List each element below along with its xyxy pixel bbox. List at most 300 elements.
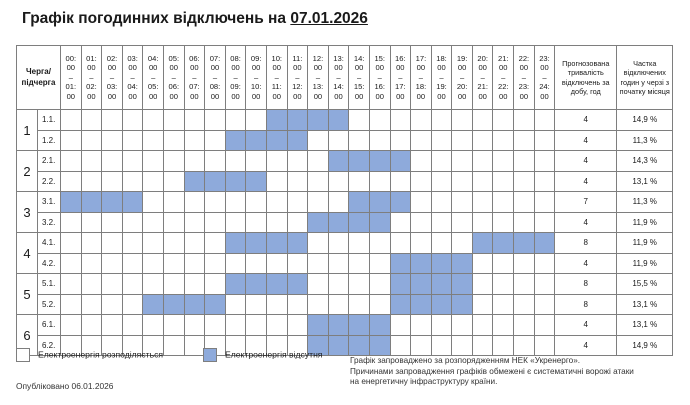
power-cell — [266, 212, 287, 233]
power-cell — [163, 151, 184, 172]
power-cell — [163, 110, 184, 131]
outage-cell — [266, 130, 287, 151]
power-cell — [81, 212, 102, 233]
hour-header-part: 00 — [87, 91, 96, 101]
power-cell — [143, 233, 164, 254]
note-line-1: Графік запроваджено за розпорядженням НЕК «Укренерго». — [350, 356, 581, 365]
outage-cell — [452, 274, 473, 295]
outage-cell — [472, 233, 493, 254]
power-cell — [102, 212, 123, 233]
power-cell — [184, 151, 205, 172]
power-cell — [81, 151, 102, 172]
power-cell — [411, 151, 432, 172]
queue-label: 2 — [17, 151, 38, 192]
power-cell — [246, 315, 267, 336]
power-cell — [411, 130, 432, 151]
outage-cell — [225, 274, 246, 295]
legend-off-swatch — [203, 348, 217, 362]
hour-header-part: 07: — [209, 53, 221, 63]
outage-cell — [431, 294, 452, 315]
hour-header-part: 00 — [457, 63, 467, 73]
power-cell — [81, 233, 102, 254]
power-cell — [493, 151, 514, 172]
power-cell — [61, 212, 82, 233]
outage-cell — [349, 192, 370, 213]
power-cell — [287, 294, 308, 315]
queue-label: 3 — [17, 192, 38, 233]
power-cell — [514, 110, 535, 131]
power-cell — [246, 110, 267, 131]
power-cell — [431, 171, 452, 192]
hour-header-part: 00 — [396, 63, 405, 73]
power-cell — [102, 171, 123, 192]
power-cell — [122, 151, 143, 172]
power-cell — [102, 253, 123, 274]
power-cell — [102, 110, 123, 131]
subqueue-label: 5.1. — [38, 274, 61, 295]
hour-header-part: 18: — [415, 82, 427, 92]
share-cell: 13,1 % — [617, 315, 673, 336]
power-cell — [61, 315, 82, 336]
hour-header — [308, 46, 329, 110]
power-cell — [81, 315, 102, 336]
hour-header — [452, 46, 473, 110]
hour-header-part: 00 — [107, 91, 117, 101]
power-cell — [122, 253, 143, 274]
power-cell — [61, 151, 82, 172]
hour-header-part: 10: — [271, 53, 283, 63]
power-cell — [143, 192, 164, 213]
outage-cell — [308, 110, 329, 131]
table-row — [17, 130, 673, 151]
power-cell — [431, 130, 452, 151]
power-cell — [61, 294, 82, 315]
hour-header-part: – — [233, 72, 238, 82]
hour-header-part: – — [418, 72, 424, 82]
power-cell — [390, 335, 411, 356]
power-cell — [390, 212, 411, 233]
power-cell — [493, 335, 514, 356]
outage-cell — [266, 274, 287, 295]
outage-cell — [328, 110, 349, 131]
subqueue-label: 3.2. — [38, 212, 61, 233]
power-cell — [122, 171, 143, 192]
hour-header-part: – — [336, 72, 341, 82]
power-cell — [122, 294, 143, 315]
power-cell — [328, 171, 349, 192]
power-cell — [493, 294, 514, 315]
hour-header — [143, 46, 164, 110]
hour-header-part: 01: — [86, 53, 97, 63]
outage-cell — [328, 335, 349, 356]
hour-header-part: – — [542, 72, 547, 82]
power-cell — [122, 212, 143, 233]
power-cell — [266, 315, 287, 336]
power-cell — [493, 192, 514, 213]
hour-header-part: – — [109, 72, 115, 82]
power-cell — [431, 233, 452, 254]
hour-header-part: 00 — [251, 63, 261, 73]
power-cell — [163, 192, 184, 213]
duration-cell: 4 — [555, 253, 617, 274]
power-cell — [431, 315, 452, 336]
power-cell — [287, 253, 308, 274]
hour-header — [431, 46, 452, 110]
power-cell — [349, 253, 370, 274]
hour-header-part: 00 — [375, 91, 384, 101]
hour-header-part: 00 — [334, 63, 343, 73]
power-cell — [163, 130, 184, 151]
subqueue-label: 3.1. — [38, 192, 61, 213]
hour-header-part: 00 — [169, 63, 178, 73]
hour-header-part: 14: — [353, 53, 365, 63]
legend-off — [203, 348, 322, 362]
power-cell — [411, 212, 432, 233]
power-cell — [61, 110, 82, 131]
hour-header-part: 00 — [540, 91, 549, 101]
hour-header-part: 20: — [477, 53, 488, 63]
duration-cell: 4 — [555, 110, 617, 131]
power-cell — [163, 233, 184, 254]
hour-header-part: 03: — [106, 82, 118, 92]
share-cell: 13,1 % — [617, 171, 673, 192]
queue-label: 1 — [17, 110, 38, 151]
power-cell — [246, 192, 267, 213]
outage-cell — [205, 171, 226, 192]
power-cell — [534, 192, 555, 213]
outage-cell — [369, 315, 390, 336]
power-cell — [472, 110, 493, 131]
power-cell — [514, 335, 535, 356]
power-cell — [349, 171, 370, 192]
outage-cell — [81, 192, 102, 213]
table-row — [17, 233, 673, 254]
outage-cell — [246, 130, 267, 151]
hour-header-part: 01: — [65, 82, 77, 92]
power-cell — [472, 315, 493, 336]
power-cell — [472, 212, 493, 233]
hour-header-part: – — [212, 72, 218, 82]
power-cell — [411, 192, 432, 213]
hour-header-part: 00 — [354, 91, 364, 101]
power-cell — [514, 274, 535, 295]
power-cell — [225, 315, 246, 336]
power-cell — [184, 130, 205, 151]
power-cell — [184, 192, 205, 213]
hour-header-part: 08: — [230, 53, 241, 63]
hour-header-part: 06: — [168, 82, 180, 92]
power-cell — [534, 335, 555, 356]
outage-cell — [411, 253, 432, 274]
hour-header-part: 00 — [231, 91, 240, 101]
hour-header-part: 00 — [66, 63, 76, 73]
power-cell — [411, 110, 432, 131]
outage-cell — [143, 294, 164, 315]
hour-header-part: 21: — [477, 82, 488, 92]
hour-header-part: 00 — [313, 63, 323, 73]
table-row — [17, 151, 673, 172]
power-cell — [390, 233, 411, 254]
power-cell — [472, 253, 493, 274]
outage-cell — [390, 294, 411, 315]
hour-header-part: 00 — [272, 91, 281, 101]
power-cell — [61, 171, 82, 192]
hour-header-part: 00 — [148, 63, 158, 73]
power-cell — [122, 130, 143, 151]
outage-cell — [287, 130, 308, 151]
power-cell — [287, 192, 308, 213]
hour-header-part: 00 — [519, 63, 529, 73]
power-cell — [81, 171, 102, 192]
outage-cell — [163, 294, 184, 315]
power-cell — [369, 233, 390, 254]
hour-header-part: 24: — [539, 82, 550, 92]
outage-cell — [514, 233, 535, 254]
power-cell — [205, 315, 226, 336]
hour-header-part: 21: — [498, 53, 509, 63]
hour-header-part: 09: — [230, 82, 241, 92]
hour-header-part: 06: — [189, 53, 200, 63]
published-date: Опубліковано 06.01.2026 — [16, 381, 114, 391]
power-cell — [369, 110, 390, 131]
hour-header-part: 00 — [416, 91, 426, 101]
subqueue-label: 1.1. — [38, 110, 61, 131]
hour-header — [205, 46, 226, 110]
power-cell — [452, 233, 473, 254]
power-cell — [308, 274, 329, 295]
duration-cell: 4 — [555, 151, 617, 172]
power-cell — [61, 130, 82, 151]
note-line-2: Причинами запровадження графіків обмежені є систематичні ворожі атаки — [350, 366, 634, 376]
hour-header-part: 00 — [231, 63, 240, 73]
table-row — [17, 294, 673, 315]
power-cell — [205, 212, 226, 233]
hour-header-part: 10: — [250, 82, 262, 92]
hour-header-part: – — [377, 72, 382, 82]
outage-cell — [534, 233, 555, 254]
outage-cell — [308, 315, 329, 336]
outage-cell — [308, 212, 329, 233]
power-cell — [390, 315, 411, 336]
hour-header-part: 23: — [539, 53, 550, 63]
power-cell — [472, 171, 493, 192]
hour-header — [287, 46, 308, 110]
header-queue: Черга/ підчерга — [17, 46, 61, 110]
subqueue-label: 6.2. — [38, 335, 61, 356]
power-cell — [452, 171, 473, 192]
power-cell — [349, 110, 370, 131]
power-cell — [205, 274, 226, 295]
hour-header-part: 00 — [293, 91, 302, 101]
power-cell — [102, 130, 123, 151]
hour-header-part: 00 — [128, 63, 137, 73]
power-cell — [184, 212, 205, 233]
hour-header-part: 00 — [334, 91, 343, 101]
power-cell — [349, 294, 370, 315]
power-cell — [390, 171, 411, 192]
hour-header-part: – — [254, 72, 259, 82]
outage-cell — [328, 212, 349, 233]
outage-cell — [349, 151, 370, 172]
queue-label: 6 — [17, 315, 38, 356]
power-cell — [225, 294, 246, 315]
hour-header-part: 12: — [312, 53, 324, 63]
power-cell — [225, 192, 246, 213]
table-row — [17, 315, 673, 336]
power-cell — [534, 171, 555, 192]
hour-header-part: 14: — [333, 82, 344, 92]
outage-cell — [287, 233, 308, 254]
table-row — [17, 212, 673, 233]
legend-on — [16, 348, 163, 362]
power-cell — [452, 110, 473, 131]
hour-header-part: 00: — [65, 53, 77, 63]
share-cell: 14,9 % — [617, 110, 673, 131]
power-cell — [349, 274, 370, 295]
hour-header-part: – — [501, 72, 506, 82]
hour-header-part: 19: — [436, 82, 447, 92]
power-cell — [493, 212, 514, 233]
legend-on-swatch — [16, 348, 30, 362]
hour-header-part: 16: — [374, 82, 385, 92]
table-row — [17, 192, 673, 213]
share-cell: 13,1 % — [617, 294, 673, 315]
hour-header — [163, 46, 184, 110]
power-cell — [143, 171, 164, 192]
power-cell — [308, 253, 329, 274]
power-cell — [349, 233, 370, 254]
hour-header-part: 15: — [353, 82, 365, 92]
outage-cell — [493, 233, 514, 254]
power-cell — [534, 274, 555, 295]
duration-cell: 4 — [555, 315, 617, 336]
power-cell — [246, 151, 267, 172]
power-cell — [102, 151, 123, 172]
hour-header — [390, 46, 411, 110]
outage-cell — [411, 274, 432, 295]
power-cell — [349, 130, 370, 151]
power-cell — [514, 171, 535, 192]
power-cell — [472, 130, 493, 151]
power-cell — [534, 130, 555, 151]
power-cell — [452, 192, 473, 213]
power-cell — [246, 294, 267, 315]
subqueue-label: 2.2. — [38, 171, 61, 192]
hour-header-part: 22: — [518, 53, 530, 63]
power-cell — [328, 294, 349, 315]
hour-header-part: 04: — [127, 82, 138, 92]
subqueue-label: 1.2. — [38, 130, 61, 151]
outage-cell — [184, 294, 205, 315]
power-cell — [534, 294, 555, 315]
hour-header-part: 13: — [333, 53, 344, 63]
outage-cell — [411, 294, 432, 315]
hour-header-part: 03: — [127, 53, 138, 63]
power-cell — [81, 274, 102, 295]
power-cell — [452, 315, 473, 336]
power-cell — [143, 151, 164, 172]
outage-cell — [266, 110, 287, 131]
hour-header — [61, 46, 82, 110]
hour-header-part: 04: — [147, 53, 159, 63]
hour-header — [514, 46, 535, 110]
outage-cell — [390, 151, 411, 172]
power-cell — [122, 233, 143, 254]
outage-cell — [205, 294, 226, 315]
power-cell — [184, 233, 205, 254]
subqueue-label: 5.2. — [38, 294, 61, 315]
power-cell — [122, 315, 143, 336]
hour-header-part: 00 — [107, 63, 117, 73]
outage-cell — [431, 274, 452, 295]
hour-header-part: 00 — [416, 63, 426, 73]
hour-header-part: 00 — [354, 63, 364, 73]
power-cell — [143, 130, 164, 151]
share-cell: 11,3 % — [617, 130, 673, 151]
power-cell — [143, 315, 164, 336]
power-cell — [102, 294, 123, 315]
duration-cell: 8 — [555, 294, 617, 315]
hour-header-part: 00 — [375, 63, 384, 73]
power-cell — [328, 192, 349, 213]
hour-header-part: 17: — [395, 82, 406, 92]
power-cell — [369, 294, 390, 315]
share-cell: 14,9 % — [617, 335, 673, 356]
share-cell: 11,9 % — [617, 233, 673, 254]
schedule-table — [16, 45, 673, 356]
hour-header-part: – — [274, 72, 279, 82]
power-cell — [452, 212, 473, 233]
outage-cell — [287, 110, 308, 131]
power-cell — [472, 192, 493, 213]
hour-header-part: 00 — [66, 91, 76, 101]
subqueue-label: 4.1. — [38, 233, 61, 254]
power-cell — [205, 110, 226, 131]
hour-header — [266, 46, 287, 110]
hour-header-part: 11: — [292, 53, 303, 63]
hour-header-part: 09: — [250, 53, 262, 63]
power-cell — [102, 315, 123, 336]
power-cell — [534, 151, 555, 172]
hour-header-part: 00 — [251, 91, 261, 101]
outage-cell — [328, 151, 349, 172]
outage-cell — [369, 151, 390, 172]
hour-header — [411, 46, 432, 110]
header-share: Частка відключених годин у черзі з початку місяця — [617, 46, 673, 110]
power-cell — [431, 192, 452, 213]
power-cell — [534, 253, 555, 274]
share-cell: 11,9 % — [617, 253, 673, 274]
hour-header-part: 00 — [128, 91, 137, 101]
power-cell — [287, 171, 308, 192]
outage-cell — [225, 233, 246, 254]
power-cell — [81, 130, 102, 151]
outage-cell — [246, 274, 267, 295]
hour-header-part: 00 — [396, 91, 405, 101]
share-cell: 15,5 % — [617, 274, 673, 295]
hour-header-part: 00 — [190, 63, 199, 73]
power-cell — [514, 192, 535, 213]
title-text: Графік погодинних відключень на — [22, 10, 287, 27]
power-cell — [266, 171, 287, 192]
duration-cell: 4 — [555, 130, 617, 151]
hour-header-part: – — [89, 72, 94, 82]
power-cell — [328, 253, 349, 274]
hour-header-part: 00 — [540, 63, 549, 73]
power-cell — [493, 315, 514, 336]
power-cell — [81, 294, 102, 315]
power-cell — [287, 151, 308, 172]
